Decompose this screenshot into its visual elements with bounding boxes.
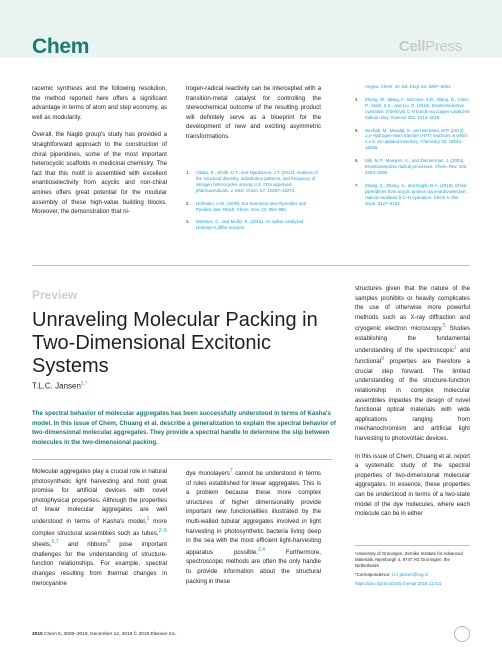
page-footer [32, 632, 177, 637]
publisher-logo [399, 38, 462, 55]
citation-link[interactable]: 1 [146, 515, 150, 522]
paragraph: Overall, the Nagib group's study has provided a straightforward approach to the construction of chiral piperidines, some of the most important heterocyclic scaffolds in medicinal chemistry. The fact that this motif is assembled with excellent enantioselectivity from acyclic and non-chiral amines offers great potential for the modular assembly of these high-value building blocks. Moreover, the demonstration that ni- [32, 131, 167, 216]
paragraph: dye monolayers$^7$ cannot be understood in terms of rules established for linear aggregates. This is a problem because these more complex structures of higher dimensionality provide important new functionalities illustrated by the multi-walled tubular aggregates involved in light harvesting in photosynthetic bacteria living deep in the sea with the most efficient light-harvesting apparatus possible.$^{2,4}$ Furthermore, spectroscopic methods are often the only handle to provide information about the structural packing in these [186, 468, 321, 585]
paragraph: Molecular aggregates play a crucial role in natural photosynthetic light harvesting and hold great promise for artificial devices with novel photophysical properties. Although the properties of linear molecular aggregates are well understood in terms of Kasha's model,$^1$ more complex structural assemblies such as tubes,$^{2-5}$ sheets,$^{6,7}$ and ribbons$^8$ pose important challenges for the understanding of structure-function relationships. For example, spectral changes resulting from thermal changes in merocyanine [32, 468, 168, 587]
footer-citation: Chem 5, 3006–3019, December 12, 2019 © 2019 Elsevier Inc. [44, 632, 177, 637]
reference-item: Angew. Chem. Int. Ed. Engl. 54, 8287–8291. [365, 84, 452, 89]
reference-item: 1. Vitaku, E., Smith, D.T., and Njardarson, J.T. (2014). Analysis of the structural diversity, substitution patterns, and frequency of nitrogen heterocycles among U.S. FDA approved pharmaceuticals. J. Med. Chem. 57, 10257–10274. [186, 170, 318, 193]
section-divider [32, 265, 470, 266]
body-column-1 [32, 467, 167, 596]
citation-link[interactable]: 8 [107, 539, 111, 546]
journal-logo: Chem [32, 35, 90, 58]
paragraph: structures given that the nature of the samples prohibits or heavily complicates the use of otherwise more powerful methods such as X-ray diffraction and cryogenic electron microscopy.$^5$ Studies establishing the fundamental understanding of the spectroscopic$^1$ and functional$^9$ properties are therefore a crucial step forward. The limited understanding of the structure-function relationship in complex molecular assemblies impedes the design of novel functional optical materials with wide applications ranging from mechanochromism and artificial light harvesting to photovoltaic devices. [355, 285, 470, 442]
doi-link[interactable]: https://doi.org/10.1016/j.chempr.2019.11.011 [355, 580, 442, 586]
email-link[interactable]: t.l.c.jansen@rug.nl [391, 571, 429, 577]
reference-item: 2. Hofmann, A.W. (1879). Zur Kenntniss des Piperidins und Pyridins. Ber. Dtsch. Chem. Ges. 12, 984–990. [186, 200, 307, 212]
author-name: T.L.C. Jansen [32, 381, 81, 391]
citation-link[interactable]: 5 [442, 323, 446, 330]
citation-link[interactable]: 7 [229, 468, 233, 474]
reference-list [186, 170, 321, 238]
affiliation-address: ¹University of Groningen, Zernike Institute for Advanced Materials, Nijenborgh 4, 9747 AG Groningen, the Netherlands [355, 551, 463, 568]
doi [355, 581, 470, 587]
author-affiliation-marks[interactable]: 1,* [80, 381, 88, 387]
reference-item: 5. Nechab, M., Mondal, S., and Bertrand, M.P. (2014). 1,n-Hydrogen-atom transfer (HAT) reactions in which n ≠ 5: an updated inventory. Chemistry 20, 16034–16059. [355, 127, 468, 151]
paragraph: trogen-radical reactivity can be intercepted with a transition-metal catalyst for controlling the stereochemical outcome of the resulting product will definitely serve as a blueprint for the development of new and exciting asymmetric transformations. [186, 85, 321, 140]
reference-item: 6. Sibi, M.P., Manyem, S., and Zimmerman, J. (2003). Enantioselective radical processes. Chem. Rev. 103, 3263–3296. [355, 158, 468, 175]
body-column-3 [355, 284, 470, 527]
citation-link[interactable]: 6,7 [51, 539, 59, 546]
reference-item: 4. Zhang, W., Wang, F., McCann, S.D., Wang, D., Chen, P., Stahl, S.S., and Liu, G. (2016). Enantioselective cyanation of benzylic C-H bonds via copper-catalyzed radical relay. Science 353, 1014–1018. [355, 96, 470, 120]
reference-item: 3. Martinez, C., and Muñiz, K. (2015). An iodine-catalyzed Hofmann-Löffler reaction. [186, 219, 304, 231]
publisher-press: Press [425, 38, 462, 55]
correspondence: *Correspondence: t.l.c.jansen@rug.nl [355, 571, 429, 577]
page-number: 3010 [32, 632, 43, 637]
previous-article-column-2 [186, 84, 321, 150]
paragraph: racemic synthesis and the following resolution, the method reported here offers a significant advantage in terms of atom and step economy, as well as modularity. [32, 85, 167, 121]
crossmark-icon[interactable] [454, 626, 470, 642]
publisher-cell: Cell [398, 38, 426, 55]
citation-link[interactable]: 1 [453, 344, 457, 351]
footnote-divider [355, 545, 470, 546]
abstract: The spectral behavior of molecular aggregates has been successfully understood in terms of Kasha's model. In this issue of Chem, Chuang et al. describe a generalization to explain the spectral behavior of two-dimensional molecular aggregates. They provide a spectral handle to determine the slip between molecules in the two-dimensional packing. [32, 410, 336, 446]
previous-article-column-1 [32, 84, 167, 225]
reference-list [355, 84, 470, 214]
section-label: Preview [32, 288, 78, 302]
abstract-divider [32, 459, 332, 460]
body-column-2 [186, 467, 321, 594]
citation-link[interactable]: 2,4 [257, 546, 265, 553]
citation-link[interactable]: 2–5 [158, 527, 167, 534]
reference-item: 7. Zhang, Z., Zhang, X., and Nagib, D.A. (2019). Chiral piperidines from acyclic amines via enantioselective, radical-mediated δ C–H cyanation. Chem 5, this issue, 3127–3134. [355, 182, 467, 206]
affiliation-footnote [355, 551, 470, 590]
paragraph: In this issue of Chem, Chuang et al. report a systematic study of the spectral properties of two-dimensional molecular aggregates. In essence, these properties can be understood in terms of a two-state model of the dye molecules, where each molecule can be in either [355, 452, 470, 518]
citation-link[interactable]: 9 [381, 356, 384, 363]
author-line [32, 381, 87, 391]
article-title: Unraveling Molecular Packing in Two-Dimensional Excitonic Systems [32, 309, 318, 377]
